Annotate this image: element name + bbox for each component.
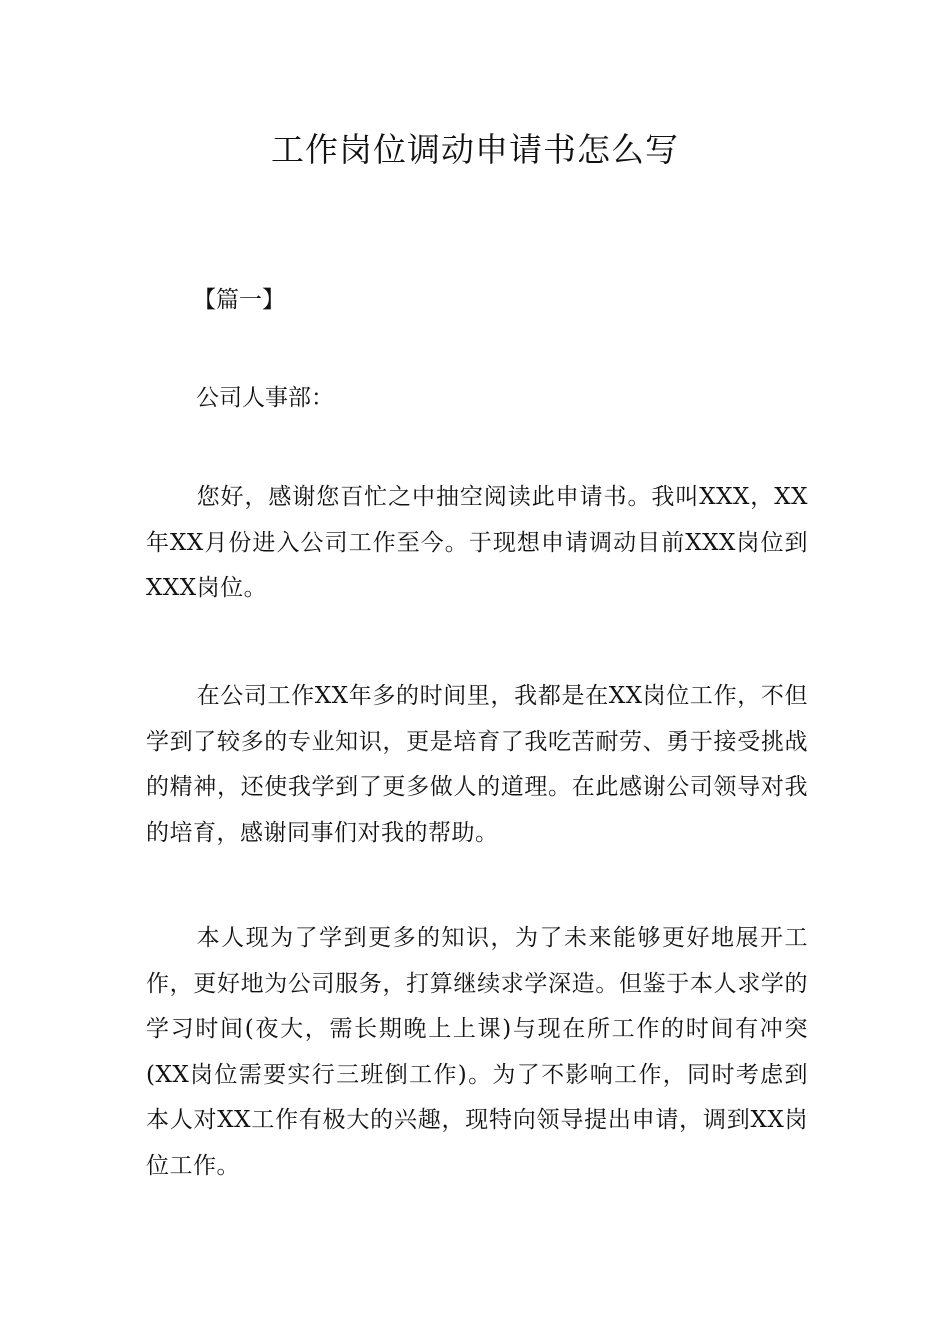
paragraph-2: 在公司工作XX年多的时间里，我都是在XX岗位工作，不但学到了较多的专业知识，更是培育了我吃苦耐劳、勇于接受挑战的精神，还使我学到了更多做人的道理。在此感谢公司领导对我的培育，感谢同事们对我的帮助。 xyxy=(146,683,808,846)
paragraph-3: 本人现为了学到更多的知识，为了未来能够更好地展开工作，更好地为公司服务，打算继续求学深造。但鉴于本人求学的学习时间(夜大，需长期晚上上课)与现在所工作的时间有冲突(XX岗位需要实行三班倒工作)。为了不影响工作，同时考虑到本人对XX工作有极大的兴趣，现特向领导提出申请，调到XX岗位工作。 xyxy=(146,925,808,1179)
salutation: 公司人事部： xyxy=(196,385,334,411)
paragraph-1: 您好，感谢您百忙之中抽空阅读此申请书。我叫XXX，XX年XX月份进入公司工作至今。于现想申请调动目前XXX岗位到XXX岗位。 xyxy=(146,484,808,601)
document-title: 工作岗位调动申请书怎么写 xyxy=(271,130,679,169)
section-heading: 【篇一】 xyxy=(193,287,285,313)
